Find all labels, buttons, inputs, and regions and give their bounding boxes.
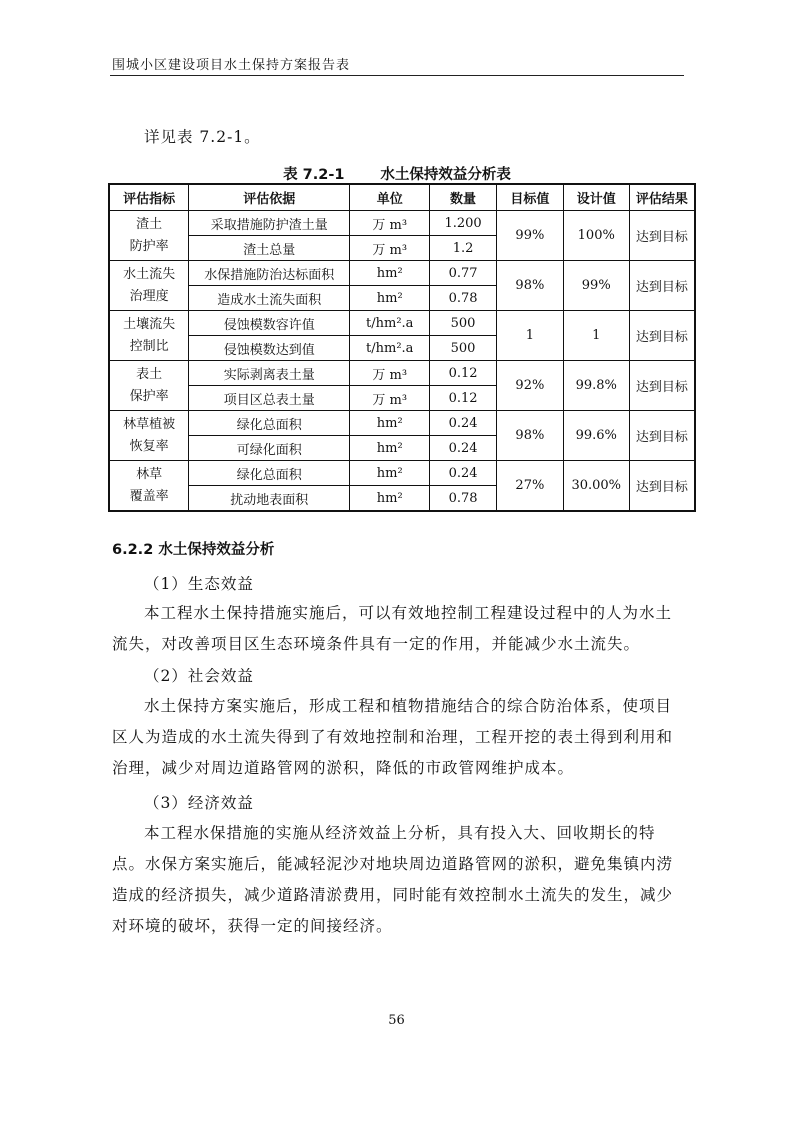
indicator-cell: 林草 覆盖率: [109, 461, 189, 512]
basis-cell: 侵蚀模数达到值: [189, 336, 350, 361]
target-cell: 99%: [496, 211, 563, 261]
social-heading: （2）社会效益: [144, 667, 254, 685]
column-header: 目标值: [496, 184, 563, 211]
column-header: 单位: [350, 184, 430, 211]
target-cell: 92%: [496, 361, 563, 411]
column-header: 评估结果: [629, 184, 695, 211]
basis-cell: 绿化总面积: [189, 411, 350, 436]
design-cell: 99.8%: [563, 361, 629, 411]
column-header: 数量: [430, 184, 497, 211]
ecology-heading: （1）生态效益: [144, 575, 254, 593]
qty-cell: 0.77: [430, 261, 497, 286]
table-header-row: [109, 184, 695, 211]
section-heading: 6.2.2 水土保持效益分析: [112, 542, 275, 558]
intro-text: 详见表 7.2-1。: [144, 128, 261, 146]
result-cell: 达到目标: [629, 211, 695, 261]
unit-cell: hm²: [350, 286, 430, 311]
design-cell: 1: [563, 311, 629, 361]
design-cell: 99%: [563, 261, 629, 311]
qty-cell: 0.12: [430, 361, 497, 386]
basis-cell: 采取措施防护渣土量: [189, 211, 350, 236]
indicator-cell: 林草植被 恢复率: [109, 411, 189, 461]
table-number: 表 7.2-1: [283, 167, 345, 183]
benefit-analysis-table: [108, 183, 696, 512]
design-cell: 99.6%: [563, 411, 629, 461]
qty-cell: 0.78: [430, 486, 497, 512]
column-header: 评估依据: [189, 184, 350, 211]
result-cell: 达到目标: [629, 361, 695, 411]
target-cell: 27%: [496, 461, 563, 512]
basis-cell: 渣土总量: [189, 236, 350, 261]
qty-cell: 0.24: [430, 411, 497, 436]
unit-cell: hm²: [350, 486, 430, 512]
design-cell: 100%: [563, 211, 629, 261]
unit-cell: t/hm².a: [350, 336, 430, 361]
indicator-cell: 表土 保护率: [109, 361, 189, 411]
table-title: [108, 163, 686, 184]
unit-cell: t/hm².a: [350, 311, 430, 336]
qty-cell: 500: [430, 336, 497, 361]
social-text: 水土保持方案实施后，形成工程和植物措施结合的综合防治体系，使项目区人为造成的水土流失得到了有效地控制和治理，工程开挖的表土得到利用和治理，减少对周边道路管网的淤积，降低的市政管网维护成本。: [112, 697, 674, 777]
basis-cell: 可绿化面积: [189, 436, 350, 461]
unit-cell: hm²: [350, 411, 430, 436]
unit-cell: 万 m³: [350, 211, 430, 236]
basis-cell: 项目区总表土量: [189, 386, 350, 411]
target-cell: 98%: [496, 261, 563, 311]
unit-cell: 万 m³: [350, 236, 430, 261]
unit-cell: hm²: [350, 261, 430, 286]
qty-cell: 0.12: [430, 386, 497, 411]
target-cell: 98%: [496, 411, 563, 461]
table-row: [109, 211, 695, 236]
qty-cell: 500: [430, 311, 497, 336]
unit-cell: 万 m³: [350, 361, 430, 386]
economic-text: 本工程水保措施的实施从经济效益上分析，具有投入大、回收期长的特点。水保方案实施后，能减轻泥沙对地块周边道路管网的淤积，避免集镇内涝造成的经济损失，减少道路清淤费用，同时能有效控制水土流失的发生，减少对环境的破坏，获得一定的间接经济。: [112, 824, 674, 935]
result-cell: 达到目标: [629, 261, 695, 311]
table-name: 水土保持效益分析表: [380, 167, 511, 183]
column-header: 评估指标: [109, 184, 189, 211]
qty-cell: 0.24: [430, 461, 497, 486]
basis-cell: 绿化总面积: [189, 461, 350, 486]
column-header: 设计值: [563, 184, 629, 211]
economic-heading: （3）经济效益: [144, 794, 254, 812]
qty-cell: 1.2: [430, 236, 497, 261]
basis-cell: 扰动地表面积: [189, 486, 350, 512]
document-header: 围城小区建设项目水土保持方案报告表: [112, 58, 351, 73]
qty-cell: 1.200: [430, 211, 497, 236]
indicator-cell: 渣土 防护率: [109, 211, 189, 261]
unit-cell: hm²: [350, 436, 430, 461]
table-row: [109, 261, 695, 286]
design-cell: 30.00%: [563, 461, 629, 512]
target-cell: 1: [496, 311, 563, 361]
table-row: [109, 461, 695, 486]
table-row: [109, 361, 695, 386]
basis-cell: 水保措施防治达标面积: [189, 261, 350, 286]
qty-cell: 0.78: [430, 286, 497, 311]
result-cell: 达到目标: [629, 411, 695, 461]
unit-cell: 万 m³: [350, 386, 430, 411]
table-row: [109, 411, 695, 436]
header-rule: [110, 75, 684, 76]
unit-cell: hm²: [350, 461, 430, 486]
indicator-cell: 水土流失 治理度: [109, 261, 189, 311]
basis-cell: 造成水土流失面积: [189, 286, 350, 311]
ecology-text: 本工程水土保持措施实施后，可以有效地控制工程建设过程中的人为水土流失，对改善项目区生态环境条件具有一定的作用，并能减少水土流失。: [112, 604, 673, 653]
table-row: [109, 311, 695, 336]
page-number: 56: [388, 1013, 405, 1028]
result-cell: 达到目标: [629, 311, 695, 361]
basis-cell: 实际剥离表土量: [189, 361, 350, 386]
qty-cell: 0.24: [430, 436, 497, 461]
result-cell: 达到目标: [629, 461, 695, 512]
indicator-cell: 土壤流失 控制比: [109, 311, 189, 361]
basis-cell: 侵蚀模数容许值: [189, 311, 350, 336]
